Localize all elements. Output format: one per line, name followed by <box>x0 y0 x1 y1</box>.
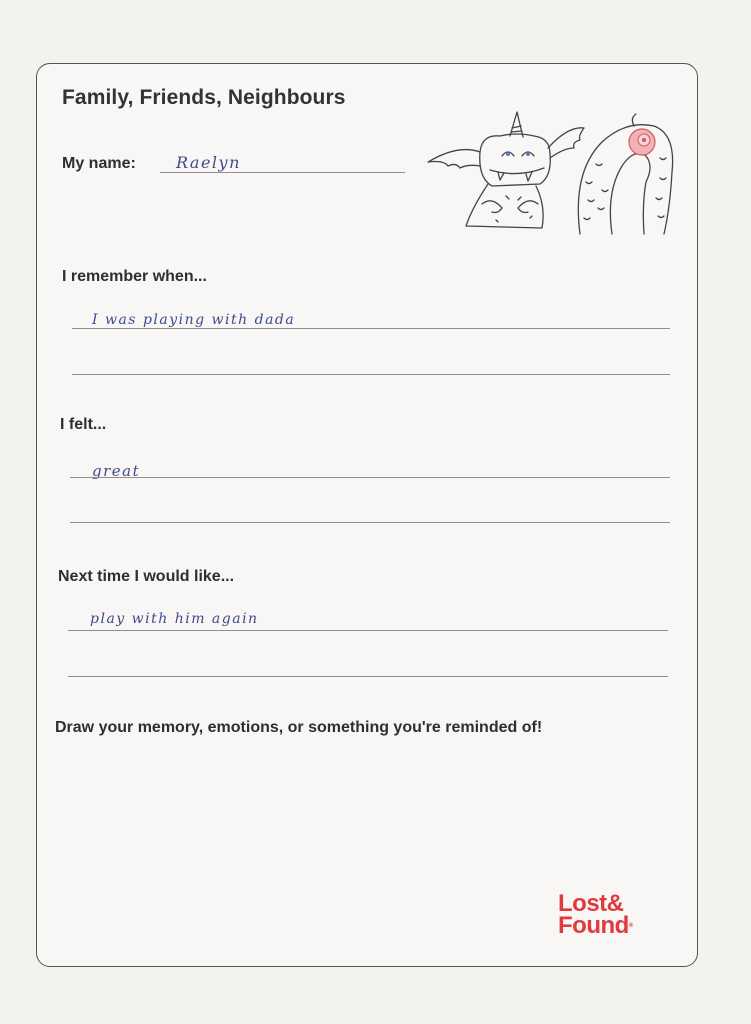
next-line-1 <box>68 630 668 631</box>
felt-answer: great <box>92 462 141 480</box>
logo-line-1: Lost& <box>558 890 624 917</box>
name-line <box>160 172 405 173</box>
felt-line-2 <box>70 522 670 523</box>
curled-worm-monster-icon <box>572 112 682 236</box>
registered-mark: ® <box>628 923 634 929</box>
remember-line-2 <box>72 374 670 375</box>
remember-label: I remember when... <box>62 268 207 285</box>
draw-prompt: Draw your memory, emotions, or something you're reminded of! <box>55 719 543 736</box>
remember-line-1 <box>72 328 670 329</box>
logo-word-found: Found <box>558 912 629 939</box>
felt-line-1 <box>70 477 670 478</box>
winged-unicorn-monster-icon <box>422 108 588 236</box>
page-title: Family, Friends, Neighbours <box>62 86 346 109</box>
name-value: Raelyn <box>176 153 241 172</box>
name-label: My name: <box>62 155 136 172</box>
next-answer: play with him again <box>90 611 259 627</box>
next-line-2 <box>68 676 668 677</box>
lost-and-found-logo <box>558 890 634 939</box>
felt-label: I felt... <box>60 416 107 433</box>
logo-line-2 <box>558 912 634 939</box>
next-label: Next time I would like... <box>58 568 235 585</box>
remember-answer: I was playing with dada <box>92 312 296 328</box>
